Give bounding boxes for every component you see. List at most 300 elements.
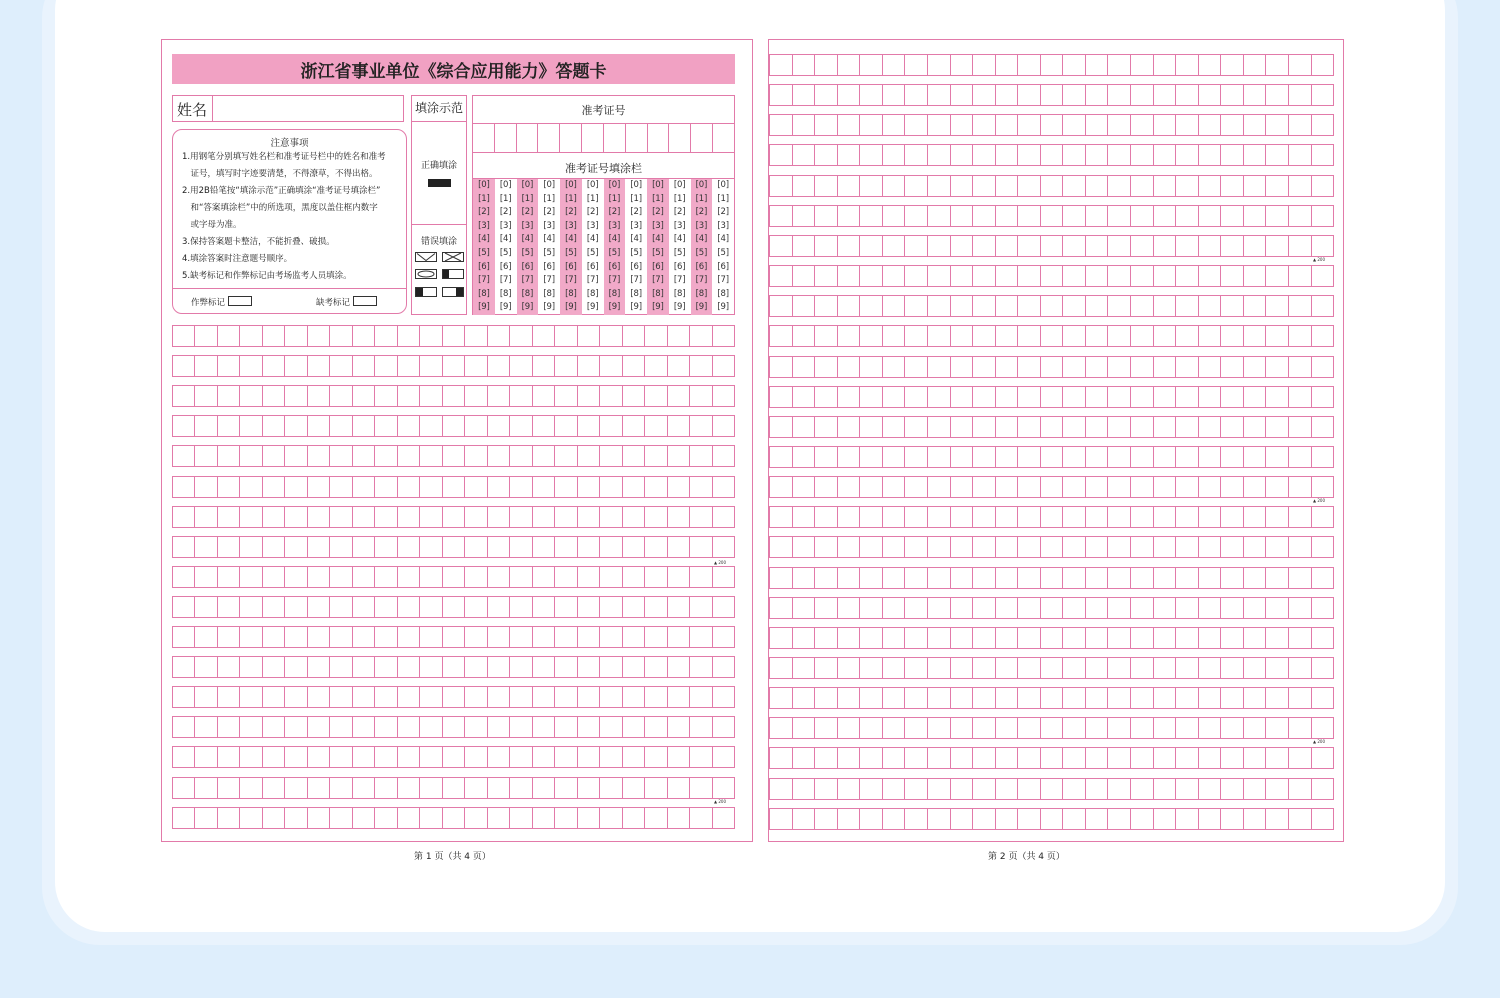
grid-cell[interactable]: [951, 206, 974, 226]
grid-cell[interactable]: [951, 809, 974, 829]
grid-cell[interactable]: [218, 326, 240, 346]
grid-cell[interactable]: [1289, 809, 1312, 829]
grid-cell[interactable]: [1176, 628, 1199, 648]
grid-cell[interactable]: [770, 568, 793, 588]
grid-cell[interactable]: [218, 597, 240, 617]
grid-cell[interactable]: [173, 446, 195, 466]
grid-cell[interactable]: [285, 356, 307, 376]
grid-cell[interactable]: [240, 687, 262, 707]
grid-cell[interactable]: [1289, 296, 1312, 316]
grid-cell[interactable]: [928, 326, 951, 346]
grid-cell[interactable]: [218, 537, 240, 557]
grid-cell[interactable]: [600, 747, 622, 767]
grid-cell[interactable]: [623, 477, 645, 497]
grid-cell[interactable]: [1041, 326, 1064, 346]
grid-cell[interactable]: [860, 206, 883, 226]
grid-cell[interactable]: [218, 477, 240, 497]
grid-cell[interactable]: [420, 567, 442, 587]
grid-cell[interactable]: [793, 779, 816, 799]
grid-cell[interactable]: [905, 236, 928, 256]
grid-cell[interactable]: [443, 778, 465, 798]
grid-cell[interactable]: [973, 568, 996, 588]
grid-cell[interactable]: [330, 446, 352, 466]
grid-cell[interactable]: [398, 356, 420, 376]
grid-cell[interactable]: [353, 747, 375, 767]
grid-cell[interactable]: [973, 658, 996, 678]
grid-cell[interactable]: [263, 356, 285, 376]
grid-cell[interactable]: [928, 477, 951, 497]
grid-cell[interactable]: [1108, 266, 1131, 286]
grid-cell[interactable]: [1199, 357, 1222, 377]
grid-cell[interactable]: [533, 326, 555, 346]
grid-cell[interactable]: [488, 507, 510, 527]
grid-cell[interactable]: [398, 477, 420, 497]
digit-bubble[interactable]: [5]: [630, 247, 642, 258]
grid-cell[interactable]: [1176, 658, 1199, 678]
grid-cell[interactable]: [860, 115, 883, 135]
grid-cell[interactable]: [1244, 779, 1267, 799]
grid-cell[interactable]: [1266, 537, 1289, 557]
grid-cell[interactable]: [1041, 507, 1064, 527]
grid-cell[interactable]: [996, 779, 1019, 799]
grid-cell[interactable]: [973, 236, 996, 256]
grid-cell[interactable]: [285, 808, 307, 828]
grid-cell[interactable]: [905, 748, 928, 768]
grid-cell[interactable]: [1199, 85, 1222, 105]
grid-cell[interactable]: [600, 567, 622, 587]
grid-cell[interactable]: [195, 326, 217, 346]
digit-bubble[interactable]: [7]: [565, 275, 577, 286]
grid-cell[interactable]: [770, 447, 793, 467]
grid-cell[interactable]: [510, 597, 532, 617]
grid-cell[interactable]: [1063, 809, 1086, 829]
digit-bubble[interactable]: [8]: [586, 288, 599, 299]
grid-cell[interactable]: [1266, 176, 1289, 196]
grid-cell[interactable]: [465, 657, 487, 677]
grid-cell[interactable]: [1131, 387, 1154, 407]
grid-cell[interactable]: [928, 658, 951, 678]
grid-cell[interactable]: [668, 477, 690, 497]
grid-cell[interactable]: [488, 416, 510, 436]
grid-cell[interactable]: [1312, 598, 1334, 618]
grid-cell[interactable]: [1063, 55, 1086, 75]
digit-bubble[interactable]: [9]: [673, 302, 686, 313]
grid-cell[interactable]: [973, 477, 996, 497]
grid-cell[interactable]: [195, 597, 217, 617]
grid-cell[interactable]: [443, 537, 465, 557]
grid-cell[interactable]: [928, 809, 951, 829]
grid-cell[interactable]: [1266, 748, 1289, 768]
grid-cell[interactable]: [713, 778, 734, 798]
grid-cell[interactable]: [285, 416, 307, 436]
grid-cell[interactable]: [420, 356, 442, 376]
grid-cell[interactable]: [623, 326, 645, 346]
digit-bubble[interactable]: [1]: [652, 193, 664, 204]
grid-cell[interactable]: [510, 687, 532, 707]
digit-bubble[interactable]: [8]: [652, 288, 664, 299]
grid-cell[interactable]: [1199, 176, 1222, 196]
grid-cell[interactable]: [173, 717, 195, 737]
grid-cell[interactable]: [398, 778, 420, 798]
grid-cell[interactable]: [838, 85, 861, 105]
grid-cell[interactable]: [996, 447, 1019, 467]
digit-bubble[interactable]: [2]: [673, 207, 686, 218]
grid-cell[interactable]: [645, 567, 667, 587]
grid-cell[interactable]: [263, 778, 285, 798]
grid-cell[interactable]: [465, 326, 487, 346]
grid-cell[interactable]: [1131, 326, 1154, 346]
grid-cell[interactable]: [1289, 658, 1312, 678]
digit-bubble[interactable]: [3]: [565, 220, 577, 231]
grid-cell[interactable]: [838, 658, 861, 678]
grid-cell[interactable]: [1289, 537, 1312, 557]
digit-bubble[interactable]: [7]: [521, 275, 534, 286]
grid-cell[interactable]: [1289, 176, 1312, 196]
grid-cell[interactable]: [1176, 718, 1199, 738]
grid-cell[interactable]: [996, 266, 1019, 286]
digit-bubble[interactable]: [6]: [565, 261, 577, 272]
grid-cell[interactable]: [860, 658, 883, 678]
grid-cell[interactable]: [815, 537, 838, 557]
grid-cell[interactable]: [838, 417, 861, 437]
grid-cell[interactable]: [555, 687, 577, 707]
grid-cell[interactable]: [905, 357, 928, 377]
grid-cell[interactable]: [1018, 357, 1041, 377]
grid-cell[interactable]: [353, 567, 375, 587]
answer-grid-left[interactable]: [172, 325, 735, 830]
grid-cell[interactable]: [838, 718, 861, 738]
grid-cell[interactable]: [838, 266, 861, 286]
grid-cell[interactable]: [770, 236, 793, 256]
grid-cell[interactable]: [1199, 326, 1222, 346]
grid-cell[interactable]: [860, 477, 883, 497]
grid-cell[interactable]: [1312, 326, 1334, 346]
digit-bubble[interactable]: [8]: [499, 288, 512, 299]
grid-cell[interactable]: [793, 718, 816, 738]
grid-cell[interactable]: [793, 115, 816, 135]
grid-cell[interactable]: [308, 567, 330, 587]
grid-cell[interactable]: [1199, 477, 1222, 497]
grid-cell[interactable]: [1176, 417, 1199, 437]
grid-cell[interactable]: [1176, 326, 1199, 346]
grid-cell[interactable]: [770, 809, 793, 829]
grid-cell[interactable]: [815, 447, 838, 467]
grid-cell[interactable]: [308, 808, 330, 828]
digit-bubble[interactable]: [4]: [543, 234, 555, 245]
grid-cell[interactable]: [263, 687, 285, 707]
grid-cell[interactable]: [1086, 688, 1109, 708]
grid-cell[interactable]: [623, 416, 645, 436]
grid-cell[interactable]: [793, 55, 816, 75]
grid-cell[interactable]: [1266, 809, 1289, 829]
grid-cell[interactable]: [815, 326, 838, 346]
grid-cell[interactable]: [600, 537, 622, 557]
digit-bubble[interactable]: [0]: [565, 180, 577, 190]
digit-bubble[interactable]: [5]: [717, 247, 729, 258]
grid-cell[interactable]: [668, 808, 690, 828]
grid-cell[interactable]: [883, 628, 906, 648]
grid-cell[interactable]: [1018, 748, 1041, 768]
grid-cell[interactable]: [668, 778, 690, 798]
grid-cell[interactable]: [195, 778, 217, 798]
name-field[interactable]: [172, 95, 404, 122]
grid-cell[interactable]: [951, 688, 974, 708]
digit-bubble[interactable]: [5]: [478, 247, 490, 258]
grid-cell[interactable]: [510, 356, 532, 376]
grid-cell[interactable]: [1108, 779, 1131, 799]
grid-cell[interactable]: [1018, 568, 1041, 588]
grid-cell[interactable]: [533, 778, 555, 798]
grid-cell[interactable]: [1312, 658, 1334, 678]
grid-cell[interactable]: [793, 447, 816, 467]
grid-cell[interactable]: [285, 446, 307, 466]
grid-cell[interactable]: [1018, 779, 1041, 799]
grid-cell[interactable]: [420, 446, 442, 466]
grid-cell[interactable]: [996, 628, 1019, 648]
grid-cell[interactable]: [996, 688, 1019, 708]
grid-cell[interactable]: [860, 748, 883, 768]
grid-cell[interactable]: [623, 747, 645, 767]
digit-bubble[interactable]: [3]: [608, 220, 621, 231]
grid-cell[interactable]: [883, 688, 906, 708]
grid-cell[interactable]: [1086, 55, 1109, 75]
grid-cell[interactable]: [1108, 718, 1131, 738]
grid-cell[interactable]: [1131, 718, 1154, 738]
grid-cell[interactable]: [218, 627, 240, 647]
grid-cell[interactable]: [488, 627, 510, 647]
grid-cell[interactable]: [860, 387, 883, 407]
grid-cell[interactable]: [1131, 145, 1154, 165]
grid-cell[interactable]: [951, 447, 974, 467]
grid-cell[interactable]: [860, 145, 883, 165]
grid-cell[interactable]: [353, 717, 375, 737]
grid-cell[interactable]: [1221, 357, 1244, 377]
grid-cell[interactable]: [1018, 718, 1041, 738]
grid-cell[interactable]: [330, 416, 352, 436]
grid-cell[interactable]: [195, 356, 217, 376]
grid-cell[interactable]: [1086, 447, 1109, 467]
grid-cell[interactable]: [793, 206, 816, 226]
digit-bubble[interactable]: [7]: [717, 275, 729, 286]
grid-cell[interactable]: [928, 447, 951, 467]
grid-cell[interactable]: [330, 477, 352, 497]
grid-cell[interactable]: [668, 537, 690, 557]
digit-bubble[interactable]: [6]: [652, 261, 664, 272]
grid-cell[interactable]: [555, 717, 577, 737]
grid-cell[interactable]: [398, 507, 420, 527]
grid-cell[interactable]: [815, 145, 838, 165]
grid-cell[interactable]: [973, 447, 996, 467]
grid-cell[interactable]: [793, 236, 816, 256]
grid-cell[interactable]: [690, 356, 712, 376]
digit-bubble[interactable]: [9]: [543, 302, 555, 313]
grid-cell[interactable]: [905, 628, 928, 648]
grid-cell[interactable]: [770, 688, 793, 708]
grid-cell[interactable]: [838, 296, 861, 316]
grid-cell[interactable]: [793, 537, 816, 557]
grid-cell[interactable]: [973, 266, 996, 286]
grid-cell[interactable]: [713, 627, 734, 647]
grid-cell[interactable]: [375, 326, 397, 346]
grid-cell[interactable]: [578, 808, 600, 828]
grid-cell[interactable]: [578, 657, 600, 677]
digit-bubble[interactable]: [9]: [565, 302, 577, 313]
digit-bubble[interactable]: [7]: [630, 275, 642, 286]
grid-cell[interactable]: [1108, 326, 1131, 346]
grid-cell[interactable]: [510, 416, 532, 436]
grid-cell[interactable]: [770, 85, 793, 105]
grid-cell[interactable]: [420, 808, 442, 828]
grid-cell[interactable]: [555, 567, 577, 587]
grid-cell[interactable]: [330, 808, 352, 828]
grid-cell[interactable]: [510, 747, 532, 767]
grid-cell[interactable]: [1221, 236, 1244, 256]
grid-cell[interactable]: [1199, 568, 1222, 588]
grid-cell[interactable]: [285, 507, 307, 527]
grid-cell[interactable]: [1289, 688, 1312, 708]
grid-cell[interactable]: [623, 657, 645, 677]
grid-cell[interactable]: [1266, 417, 1289, 437]
grid-cell[interactable]: [1131, 266, 1154, 286]
grid-cell[interactable]: [905, 779, 928, 799]
digit-bubble[interactable]: [6]: [521, 261, 534, 272]
grid-cell[interactable]: [1086, 748, 1109, 768]
grid-cell[interactable]: [1063, 417, 1086, 437]
grid-cell[interactable]: [375, 416, 397, 436]
grid-cell[interactable]: [1154, 266, 1177, 286]
digit-bubble[interactable]: [8]: [608, 288, 621, 299]
grid-cell[interactable]: [353, 326, 375, 346]
grid-cell[interactable]: [173, 627, 195, 647]
grid-cell[interactable]: [905, 658, 928, 678]
grid-cell[interactable]: [838, 447, 861, 467]
grid-cell[interactable]: [668, 687, 690, 707]
grid-cell[interactable]: [533, 627, 555, 647]
grid-cell[interactable]: [1063, 266, 1086, 286]
grid-cell[interactable]: [240, 477, 262, 497]
grid-cell[interactable]: [443, 477, 465, 497]
grid-cell[interactable]: [1221, 85, 1244, 105]
grid-cell[interactable]: [815, 417, 838, 437]
grid-cell[interactable]: [815, 115, 838, 135]
grid-cell[interactable]: [1154, 628, 1177, 648]
grid-cell[interactable]: [173, 567, 195, 587]
digit-bubble[interactable]: [4]: [695, 234, 708, 245]
grid-cell[interactable]: [1289, 447, 1312, 467]
grid-cell[interactable]: [240, 507, 262, 527]
grid-cell[interactable]: [645, 747, 667, 767]
grid-cell[interactable]: [398, 747, 420, 767]
grid-cell[interactable]: [533, 747, 555, 767]
grid-cell[interactable]: [173, 477, 195, 497]
grid-cell[interactable]: [928, 85, 951, 105]
grid-cell[interactable]: [1154, 55, 1177, 75]
digit-bubble[interactable]: [3]: [478, 220, 490, 231]
grid-cell[interactable]: [815, 718, 838, 738]
grid-cell[interactable]: [1086, 145, 1109, 165]
grid-cell[interactable]: [1108, 688, 1131, 708]
grid-cell[interactable]: [838, 507, 861, 527]
digit-bubble[interactable]: [9]: [717, 302, 729, 313]
grid-cell[interactable]: [951, 568, 974, 588]
grid-cell[interactable]: [330, 386, 352, 406]
grid-cell[interactable]: [793, 688, 816, 708]
grid-cell[interactable]: [578, 778, 600, 798]
grid-cell[interactable]: [713, 386, 734, 406]
grid-cell[interactable]: [1086, 176, 1109, 196]
grid-cell[interactable]: [996, 55, 1019, 75]
grid-cell[interactable]: [838, 748, 861, 768]
grid-cell[interactable]: [375, 507, 397, 527]
grid-cell[interactable]: [928, 417, 951, 437]
grid-cell[interactable]: [623, 356, 645, 376]
grid-cell[interactable]: [1154, 809, 1177, 829]
grid-cell[interactable]: [1086, 537, 1109, 557]
grid-cell[interactable]: [951, 145, 974, 165]
grid-cell[interactable]: [1041, 688, 1064, 708]
grid-cell[interactable]: [443, 657, 465, 677]
grid-cell[interactable]: [690, 597, 712, 617]
grid-cell[interactable]: [928, 236, 951, 256]
grid-cell[interactable]: [1312, 537, 1334, 557]
grid-cell[interactable]: [1312, 477, 1334, 497]
grid-cell[interactable]: [555, 778, 577, 798]
grid-cell[interactable]: [1131, 296, 1154, 316]
grid-cell[interactable]: [555, 507, 577, 527]
digit-bubble[interactable]: [2]: [478, 207, 490, 218]
grid-cell[interactable]: [1289, 55, 1312, 75]
grid-cell[interactable]: [1041, 85, 1064, 105]
grid-cell[interactable]: [1041, 176, 1064, 196]
grid-cell[interactable]: [690, 747, 712, 767]
grid-cell[interactable]: [883, 598, 906, 618]
grid-cell[interactable]: [1063, 507, 1086, 527]
grid-cell[interactable]: [1221, 628, 1244, 648]
grid-cell[interactable]: [1018, 145, 1041, 165]
grid-cell[interactable]: [838, 688, 861, 708]
grid-cell[interactable]: [578, 386, 600, 406]
grid-cell[interactable]: [510, 537, 532, 557]
digit-bubble[interactable]: [8]: [695, 288, 708, 299]
grid-cell[interactable]: [713, 717, 734, 737]
grid-cell[interactable]: [308, 416, 330, 436]
grid-cell[interactable]: [623, 507, 645, 527]
grid-cell[interactable]: [1154, 387, 1177, 407]
grid-cell[interactable]: [1289, 718, 1312, 738]
grid-cell[interactable]: [1199, 598, 1222, 618]
grid-cell[interactable]: [263, 627, 285, 647]
grid-cell[interactable]: [996, 477, 1019, 497]
grid-cell[interactable]: [1199, 417, 1222, 437]
digit-bubble[interactable]: [2]: [499, 207, 512, 218]
grid-cell[interactable]: [1063, 598, 1086, 618]
digit-bubble[interactable]: [8]: [543, 288, 555, 299]
grid-cell[interactable]: [465, 597, 487, 617]
grid-cell[interactable]: [398, 597, 420, 617]
grid-cell[interactable]: [308, 537, 330, 557]
grid-cell[interactable]: [645, 537, 667, 557]
grid-cell[interactable]: [1041, 115, 1064, 135]
grid-cell[interactable]: [668, 747, 690, 767]
grid-cell[interactable]: [793, 568, 816, 588]
grid-cell[interactable]: [951, 236, 974, 256]
grid-cell[interactable]: [838, 477, 861, 497]
grid-cell[interactable]: [465, 627, 487, 647]
grid-cell[interactable]: [973, 628, 996, 648]
grid-cell[interactable]: [443, 326, 465, 346]
grid-cell[interactable]: [645, 687, 667, 707]
digit-bubble[interactable]: [4]: [499, 234, 512, 245]
